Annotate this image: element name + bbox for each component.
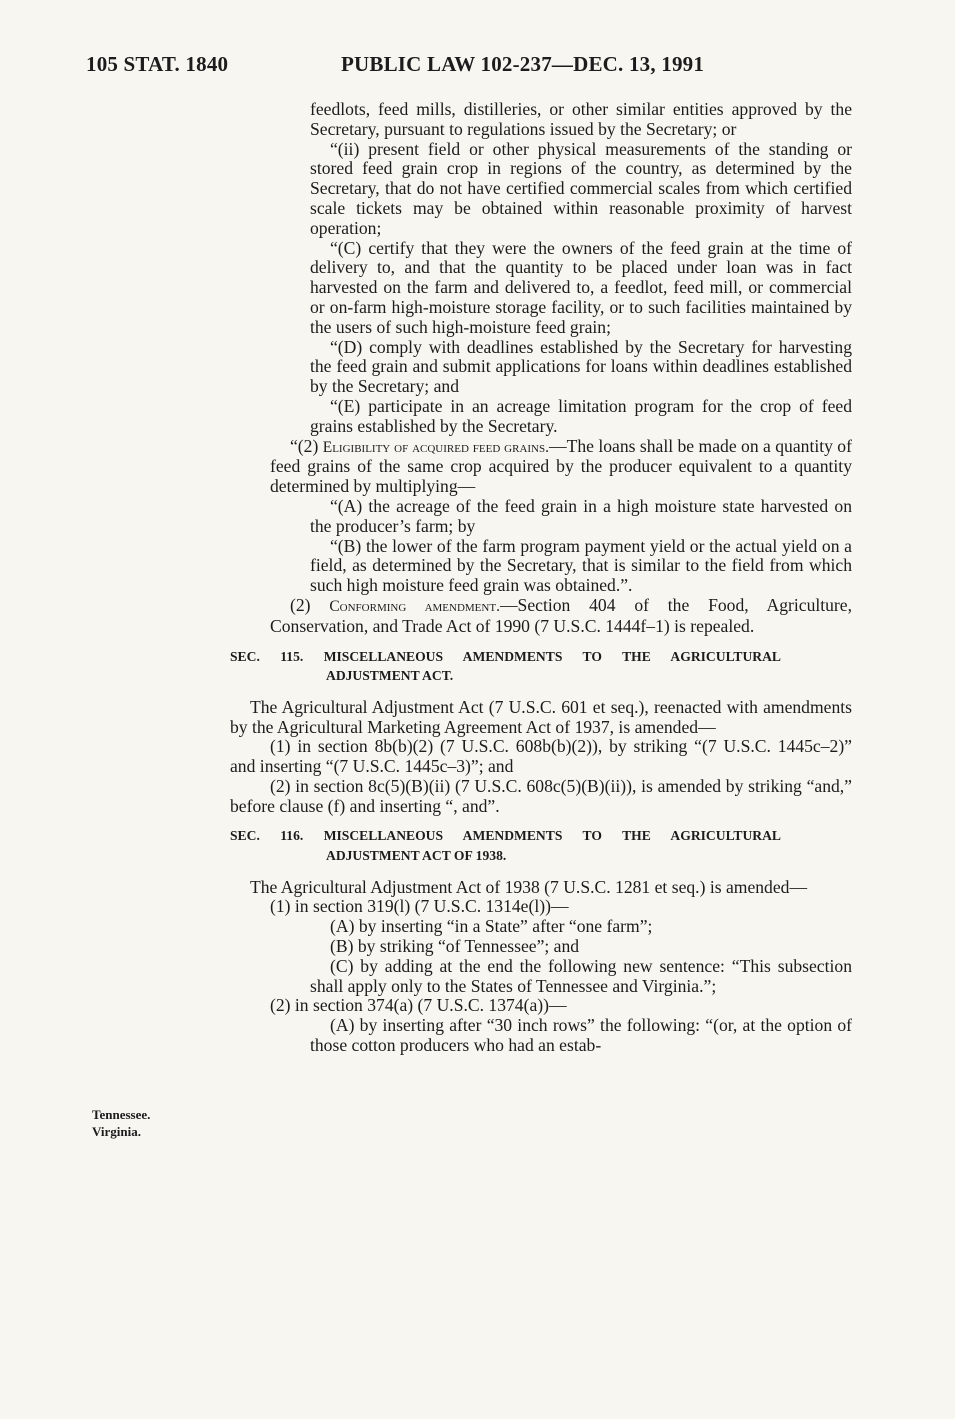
paragraph-heading: Eligibility of acquired feed grains. xyxy=(322,438,549,456)
paragraph-aaa1938-1a: (A) by inserting “in a State” after “one farm”; xyxy=(330,916,653,937)
section-title-line1: MISCELLANEOUS AMENDMENTS TO THE AGRICULTURAL xyxy=(323,828,781,844)
section-number: SEC. 115. xyxy=(230,648,304,664)
margin-note-virginia: Virginia. xyxy=(92,1124,141,1139)
paragraph-aaa1938-2: (2) in section 374(a) (7 U.S.C. 1374(a))— xyxy=(270,995,567,1016)
paragraph-acquired-feed-grains xyxy=(230,437,852,497)
section-115-heading xyxy=(230,647,852,686)
section-116-heading xyxy=(230,826,852,865)
paragraph-conforming-amendment xyxy=(230,596,852,637)
section-number: SEC. 116. xyxy=(230,828,304,844)
paragraph-aaa1938-1: (1) in section 319(l) (7 U.S.C. 1314e(l))— xyxy=(270,896,569,917)
paragraph-body: —Section 404 of the Food, Agriculture, Conservation, and Trade Act of 1990 (7 U.S.C. 1444f–1) is repealed. xyxy=(270,594,853,636)
paragraph-clause-ii: “(ii) present field or other physical measurements of the standing or stored feed grain crop in regions of the country, as determined by the Secretary, that do not have certified commercial scales from which certified scale tickets may be obtained within reasonable proximity of harvest operation; xyxy=(310,138,852,238)
paragraph-aaa1938-1b: (B) by striking “of Tennessee”; and xyxy=(330,936,580,957)
margin-note xyxy=(92,1106,150,1140)
section-title-line2: ADJUSTMENT ACT OF 1938. xyxy=(326,848,507,864)
section-title-line2: ADJUSTMENT ACT. xyxy=(326,668,454,684)
paragraph-aaa1938-2a: (A) by inserting after “30 inch rows” the following: “(or, at the option of those cotton producers who had an estab- xyxy=(310,1015,852,1056)
paragraph-acquired-a: “(A) the acreage of the feed grain in a high moisture state harvested on the producer’s farm; by xyxy=(310,495,852,536)
paragraph-feedlots: feedlots, feed mills, distilleries, or other similar entities approved by the Secretary, pursuant to regulations issued by the Secretary; or xyxy=(310,99,852,139)
running-header: PUBLIC LAW 102-237—DEC. 13, 1991 xyxy=(341,52,705,76)
paragraph-aaa-2: (2) in section 8c(5)(B)(ii) (7 U.S.C. 608c(5)(B)(ii)), is amended by striking “and,” before clause (f) and inserting “, and”. xyxy=(230,775,852,816)
paragraph-acquired-b: “(B) the lower of the farm program payment yield or the actual yield on a field, as determined by the Secretary, that is similar to the field from which such high moisture feed grain was obtained.”. xyxy=(310,535,852,596)
paragraph-subpara-e: “(E) participate in an acreage limitation program for the crop of feed grains established by the Secretary. xyxy=(310,395,852,436)
paragraph-aaa-1: (1) in section 8b(b)(2) (7 U.S.C. 608b(b)(2)), by striking “(7 U.S.C. 1445c–2)” and inserting “(7 U.S.C. 1445c–3)”; and xyxy=(230,736,852,777)
paragraph-number: (2) xyxy=(290,594,311,615)
paragraph-aaa1938-intro: The Agricultural Adjustment Act of 1938 (7 U.S.C. 1281 et seq.) is amended— xyxy=(250,876,808,897)
paragraph-heading: Conforming amendment. xyxy=(329,597,500,615)
paragraph-body: —The loans shall be made on a quantity of feed grains of the same crop acquired by the producer equivalent to a quantity determined by multiplying— xyxy=(270,435,852,497)
section-title-line1: MISCELLANEOUS AMENDMENTS TO THE AGRICULTURAL xyxy=(323,648,781,664)
paragraph-subpara-c: “(C) certify that they were the owners of the feed grain at the time of delivery to, and that the quantity to be placed under loan was in fact harvested on the farm and delivered to, a feedlot, feed mill, or commercial or on-farm high-moisture storage facility, or to such facilities maintained by the users of such high-moisture feed grain; xyxy=(310,237,852,337)
margin-note-tennessee: Tennessee. xyxy=(92,1107,151,1122)
paragraph-number: “(2) xyxy=(290,435,319,456)
body-text xyxy=(230,100,852,1056)
paragraph-subpara-d: “(D) comply with deadlines established by the Secretary for harvesting the feed grain and submit applications for loans within deadlines established by the Secretary; and xyxy=(310,336,852,397)
paragraph-aaa-intro: The Agricultural Adjustment Act (7 U.S.C. 601 et seq.), reenacted with amendments by the Agricultural Marketing Agreement Act of 1937, is amended— xyxy=(230,696,852,737)
paragraph-aaa1938-1c: (C) by adding at the end the following new sentence: “This subsection shall apply only to the States of Tennessee and Virginia.”; xyxy=(310,955,852,996)
page-number: 105 STAT. 1840 xyxy=(86,52,229,76)
